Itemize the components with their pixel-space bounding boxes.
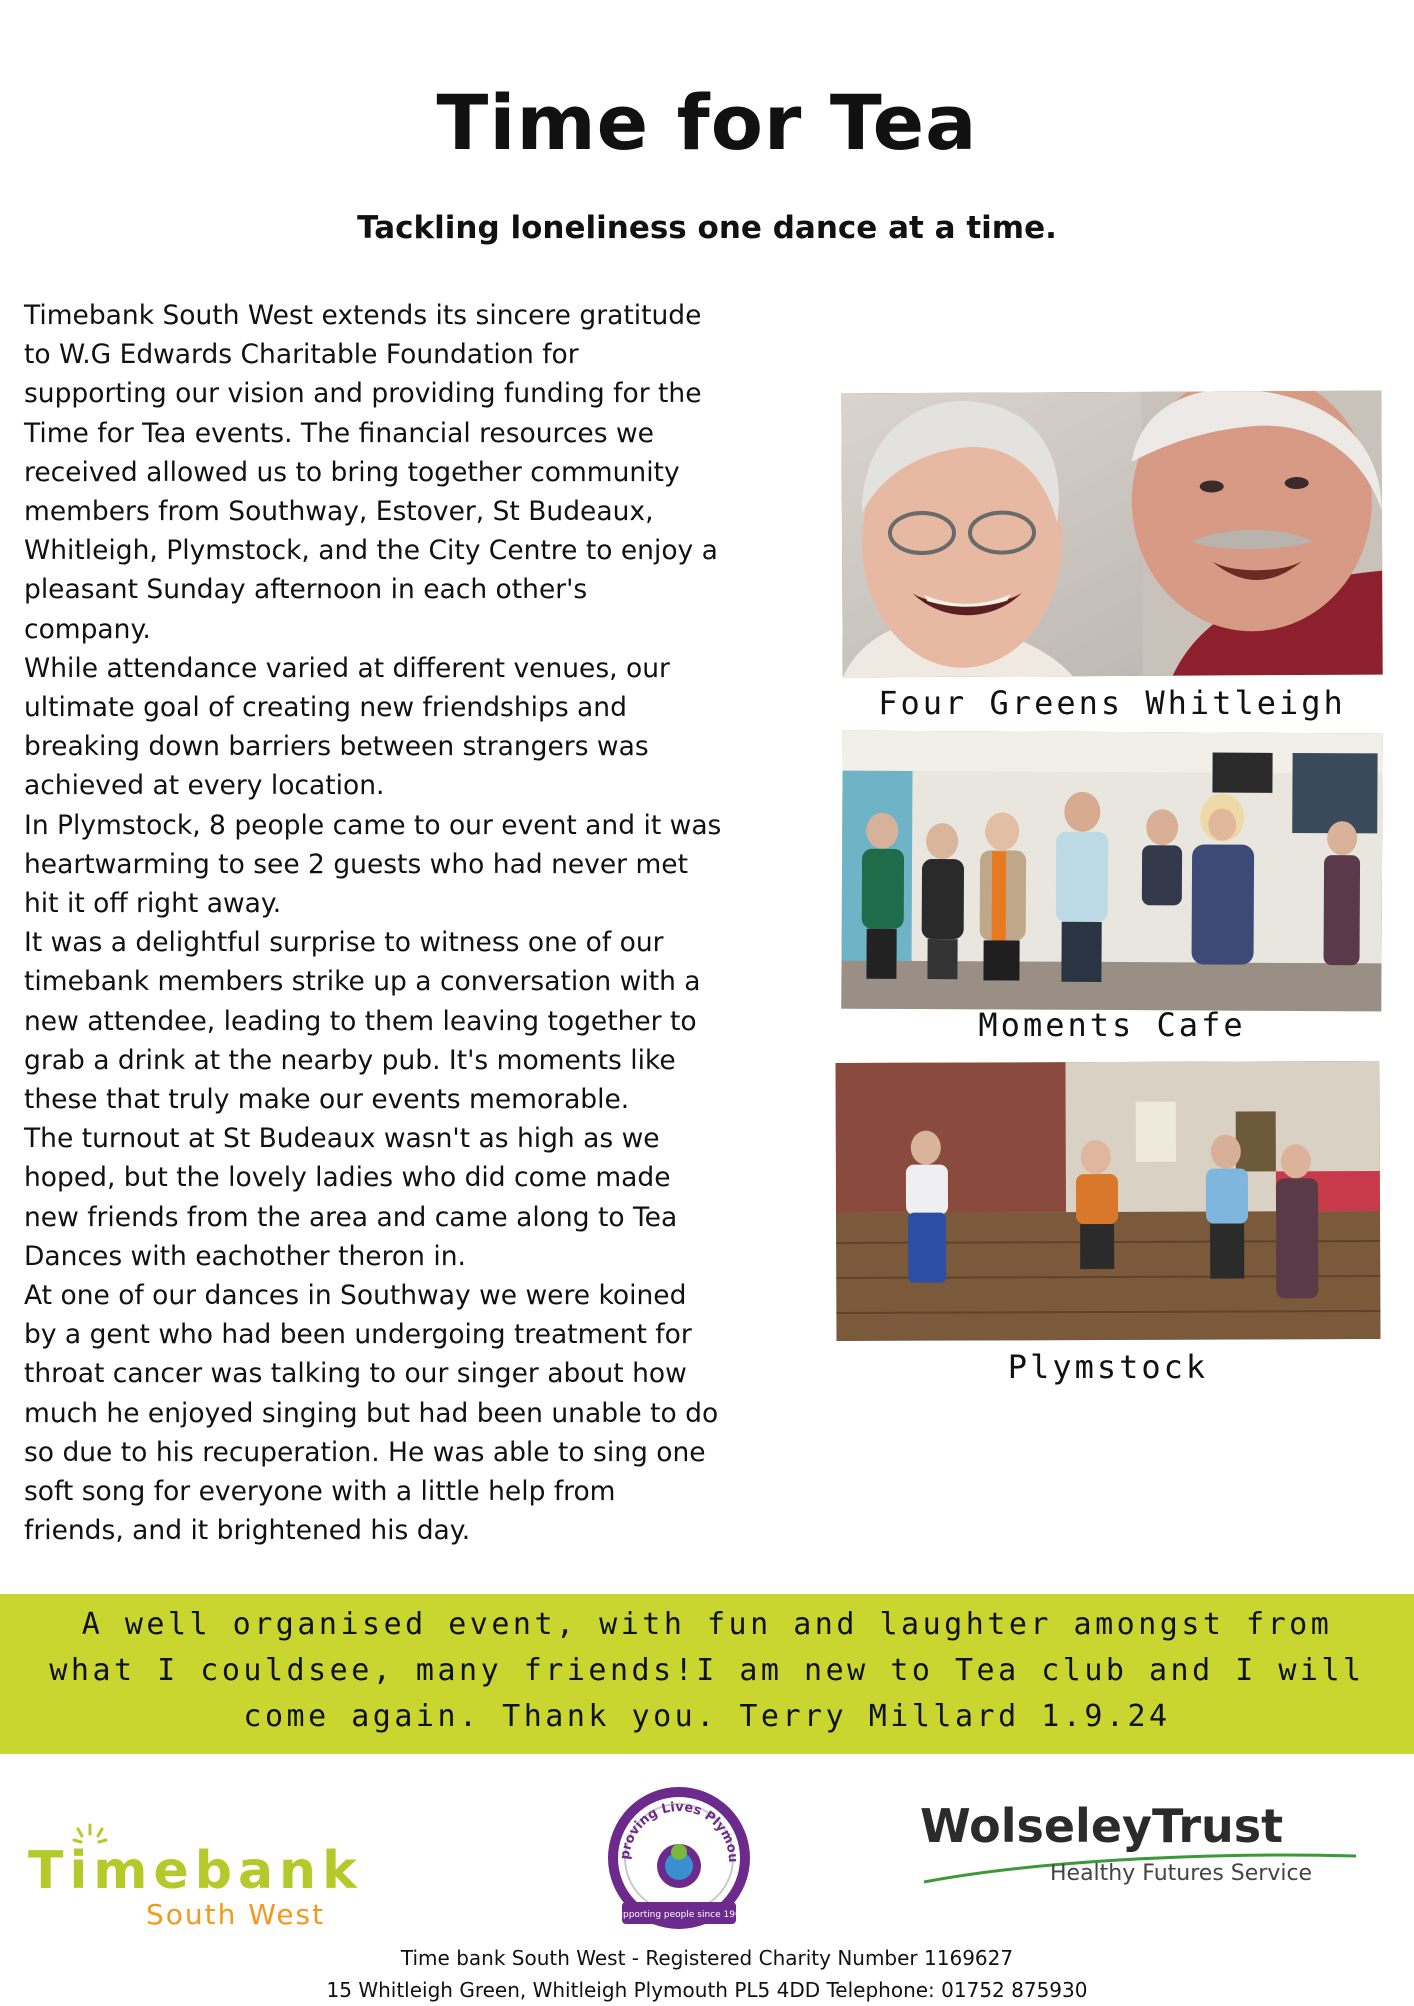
article-body [24, 296, 804, 1551]
body-line: friends, and it brightened his day. [24, 1515, 471, 1547]
testimonial-line: what I couldsee, many friends!I am new to Tea club and I will [49, 1653, 1365, 1688]
photo-caption: Moments Cafe [978, 1006, 1246, 1044]
body-line: much he enjoyed singing but had been unable to do [24, 1397, 719, 1429]
body-line: In Plymstock, 8 people came to our event and it was [24, 809, 722, 841]
body-line: Whitleigh, Plymstock, and the City Centre to enjoy a [24, 535, 718, 567]
photo-cafe-illustration [841, 731, 1382, 1012]
body-line: heartwarming to see 2 guests who had never met [24, 848, 688, 880]
photo-caption: Four Greens Whitleigh [878, 684, 1346, 722]
ilp-top-text: proving Lives Plymou [617, 1799, 741, 1863]
body-line: company. [24, 613, 151, 645]
testimonial-line: come again. Thank you. Terry Millard 1.9.24 [243, 1699, 1171, 1734]
wolseley-trust-logo [920, 1790, 1360, 1900]
body-line: ultimate goal of creating new friendships and [24, 692, 627, 724]
timebank-region: South West [146, 1898, 326, 1930]
body-line: members from Southway, Estover, St Budeaux, [24, 496, 654, 528]
ilp-bottom-text: Supporting people since 1907 [611, 1910, 747, 1920]
body-line: by a gent who had been undergoing treatment for [24, 1319, 692, 1351]
photo-selfie-illustration [841, 391, 1382, 678]
body-line: supporting our vision and providing funding for the [24, 378, 702, 410]
body-line: grab a drink at the nearby pub. It's moments like [24, 1044, 676, 1076]
photo-caption: Plymstock [1007, 1348, 1209, 1386]
body-line: so due to his recuperation. He was able to sing one [24, 1436, 706, 1468]
svg-text:Timebank [28, 1841, 363, 1901]
footer-charity-line: Time bank South West - Registered Charity Number 1169627 [400, 1946, 1014, 1970]
body-line: hit it off right away. [24, 888, 282, 920]
body-line: these that truly make our events memorable. [24, 1084, 630, 1116]
body-line: Timebank South West extends its sincere gratitude [24, 300, 702, 331]
body-line: It was a delightful surprise to witness one of our [24, 927, 664, 959]
body-line: Time for Tea events. The financial resources we [24, 417, 654, 449]
body-line: new friends from the area and came along to Tea [24, 1201, 678, 1233]
timebank-wordmark: Timebank [28, 1841, 363, 1901]
body-line: pleasant Sunday afternoon in each other's [24, 574, 588, 606]
wolseley-service: Healthy Futures Service [1050, 1861, 1313, 1886]
body-line: timebank members strike up a conversation with a [24, 966, 701, 998]
body-line: achieved at every location. [24, 770, 385, 802]
page-title: Time for Tea [436, 78, 978, 167]
footer [0, 1942, 1414, 2006]
body-line: The turnout at St Budeaux wasn't as high as we [24, 1123, 660, 1155]
body-line: to W.G Edwards Charitable Foundation for [24, 339, 579, 371]
testimonial-line: A well organised event, with fun and laughter amongst from [81, 1607, 1333, 1642]
body-line: While attendance varied at different venues, our [24, 652, 670, 684]
body-line: received allowed us to bring together community [24, 456, 680, 488]
body-line: soft song for everyone with a little help from [24, 1476, 616, 1508]
body-line: At one of our dances in Southway we were koined [24, 1280, 687, 1312]
body-line: hoped, but the lovely ladies who did come made [24, 1162, 671, 1194]
page-subtitle: Tackling loneliness one dance at a time. [357, 210, 1057, 246]
body-line: new attendee, leading to them leaving together to [24, 1005, 697, 1037]
body-line: breaking down barriers between strangers was [24, 731, 649, 763]
photo-plymstock [836, 1061, 1381, 1341]
timebank-clock-icon [28, 1820, 368, 1930]
timebank-logo [28, 1820, 368, 1930]
ilp-emblem-icon [604, 1786, 754, 1936]
body-line: Dances with eachother theron in. [24, 1240, 466, 1272]
body-line: throat cancer was talking to our singer about how [24, 1358, 687, 1390]
wolseley-wordmark: WolseleyTrust [920, 1799, 1284, 1853]
footer-address-line: 15 Whitleigh Green, Whitleigh Plymouth PL5 4DD Telephone: 01752 875930 [326, 1978, 1088, 2002]
photo-hall-illustration [836, 1061, 1381, 1341]
testimonial-banner [0, 1594, 1414, 1754]
wolseley-swoosh-icon [920, 1790, 1360, 1900]
photo-four-greens-whitleigh [841, 391, 1382, 678]
improving-lives-plymouth-logo [604, 1786, 754, 1936]
photo-moments-cafe [841, 731, 1382, 1012]
